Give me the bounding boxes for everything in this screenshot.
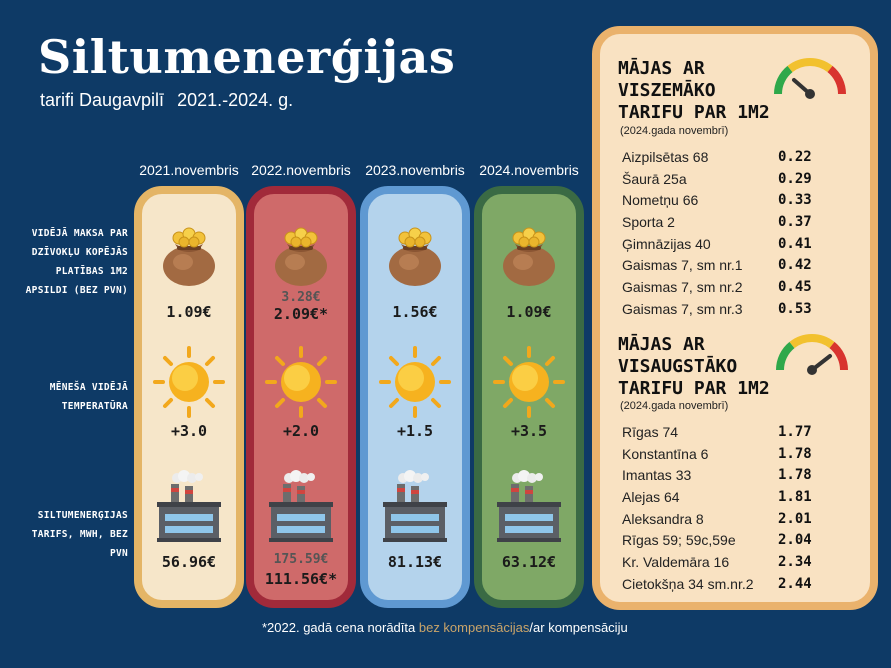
house-name: Imantas 33 (622, 467, 692, 484)
lowest-title (618, 58, 770, 124)
tariff-2021: 56.96€ (161, 553, 217, 571)
house-tariff: 2.44 (778, 575, 812, 592)
house-tariff: 0.22 (778, 148, 812, 165)
highest-title-line: TARIFU PAR 1M2 (618, 378, 770, 399)
footnote (262, 620, 628, 635)
house-tariff: 0.45 (778, 278, 812, 295)
lowest-list (622, 146, 822, 320)
money-bag-icon (153, 222, 225, 290)
highest-list (622, 421, 822, 595)
house-name: Aleksandra 8 (622, 510, 704, 527)
list-item (622, 211, 822, 233)
row-label-tariff: SILTUMENERĢIJAS TARIFS, MWH, BEZ PVN (31, 510, 128, 559)
factory-icon (379, 470, 451, 544)
list-item (622, 421, 822, 443)
house-name: Sporta 2 (622, 213, 675, 230)
house-name: Cietokšņa 34 sm.nr.2 (622, 575, 754, 592)
list-item (622, 508, 822, 530)
house-tariff: 0.33 (778, 192, 812, 209)
list-item (622, 486, 822, 508)
house-tariff: 0.41 (778, 235, 812, 252)
tariff-2022-before-compensation: 175.59€ (273, 552, 329, 567)
sun-icon (493, 346, 565, 418)
house-name: Rīgas 59; 59c,59e (622, 532, 736, 549)
house-name: Alejas 64 (622, 488, 680, 505)
tariff-ranking-panel (592, 26, 878, 610)
money-bag-icon (379, 222, 451, 290)
year-label-2021: 2021.novembris (139, 162, 239, 178)
lowest-title-line: TARIFU PAR 1M2 (618, 102, 770, 123)
lowest-title-line: VISZEMĀKO (618, 80, 716, 101)
row-label-cost: VIDĒJĀ MAKSA PAR DZĪVOKĻU KOPĒJĀS PLATĪBAS 1M2 APSILDI (BEZ PVN) (25, 228, 128, 296)
temperature-2022: +2.0 (282, 422, 320, 440)
cost-2022-before-compensation: 3.28€ (281, 290, 321, 305)
tariff-2022: 111.56€* (264, 570, 338, 588)
list-item (622, 254, 822, 276)
list-item (622, 146, 822, 168)
factory-icon (493, 470, 565, 544)
house-name: Gaismas 7, sm nr.3 (622, 300, 743, 317)
house-tariff: 0.29 (778, 170, 812, 187)
tariff-2024: 63.12€ (501, 553, 557, 571)
lowest-note: (2024.gada novembrī) (620, 125, 729, 137)
cost-2023: 1.56€ (392, 303, 438, 321)
list-item (622, 464, 822, 486)
house-tariff: 1.78 (778, 445, 812, 462)
year-label-2023: 2023.novembris (365, 162, 465, 178)
subtitle-text: tarifi Daugavpilī (40, 90, 165, 110)
row-label-temperature: MĒNEŠA VIDĒJĀ TEMPERATŪRA (49, 382, 128, 412)
list-item (622, 233, 822, 255)
cost-2024: 1.09€ (506, 303, 552, 321)
factory-icon (153, 470, 225, 544)
subtitle-years: 2021.-2024. g. (177, 90, 294, 110)
money-bag-icon (265, 222, 337, 290)
temperature-2021: +3.0 (170, 422, 208, 440)
house-name: Šaurā 25a (622, 170, 687, 187)
page-title: Siltumenerģijas (38, 30, 456, 84)
house-tariff: 0.42 (778, 257, 812, 274)
house-tariff: 1.77 (778, 423, 812, 440)
list-item (622, 573, 822, 595)
sun-icon (379, 346, 451, 418)
year-label-2024: 2024.novembris (479, 162, 579, 178)
house-name: Aizpilsētas 68 (622, 148, 709, 165)
list-item (622, 551, 822, 573)
list-item (622, 168, 822, 190)
list-item (622, 298, 822, 320)
house-tariff: 2.04 (778, 532, 812, 549)
list-item (622, 443, 822, 465)
money-bag-icon (493, 222, 565, 290)
house-tariff: 0.53 (778, 300, 812, 317)
house-name: Kr. Valdemāra 16 (622, 553, 730, 570)
year-label-2022: 2022.novembris (251, 162, 351, 178)
house-name: Konstantīna 6 (622, 445, 709, 462)
house-name: Gaismas 7, sm nr.1 (622, 257, 743, 274)
gauge-low-icon (770, 50, 850, 100)
temperature-2024: +3.5 (510, 422, 548, 440)
house-tariff: 2.34 (778, 553, 812, 570)
house-name: Nometņu 66 (622, 192, 699, 209)
footnote-suffix: /ar kompensāciju (529, 620, 628, 635)
house-name: Rīgas 74 (622, 423, 679, 440)
highest-title-line: MĀJAS AR (618, 334, 705, 355)
cost-2021: 1.09€ (166, 303, 212, 321)
house-tariff: 2.01 (778, 510, 812, 527)
house-tariff: 0.37 (778, 213, 812, 230)
footnote-highlight: bez kompensācijas (418, 620, 530, 635)
house-tariff: 1.81 (778, 488, 812, 505)
list-item (622, 529, 822, 551)
highest-title-line: VISAUGSTĀKO (618, 356, 738, 377)
page-subtitle (40, 90, 293, 111)
tariff-2023: 81.13€ (387, 553, 443, 571)
gauge-high-icon (772, 326, 852, 376)
house-name: Ģimnāzijas 40 (622, 235, 711, 252)
lowest-title-line: MĀJAS AR (618, 58, 705, 79)
cost-2022: 2.09€* (273, 305, 329, 323)
list-item (622, 189, 822, 211)
footnote-prefix: *2022. gadā cena norādīta (262, 620, 419, 635)
house-name: Gaismas 7, sm nr.2 (622, 278, 743, 295)
highest-note: (2024.gada novembrī) (620, 400, 729, 412)
sun-icon (153, 346, 225, 418)
list-item (622, 276, 822, 298)
house-tariff: 1.78 (778, 467, 812, 484)
temperature-2023: +1.5 (396, 422, 434, 440)
factory-icon (265, 470, 337, 544)
highest-title (618, 334, 770, 400)
sun-icon (265, 346, 337, 418)
